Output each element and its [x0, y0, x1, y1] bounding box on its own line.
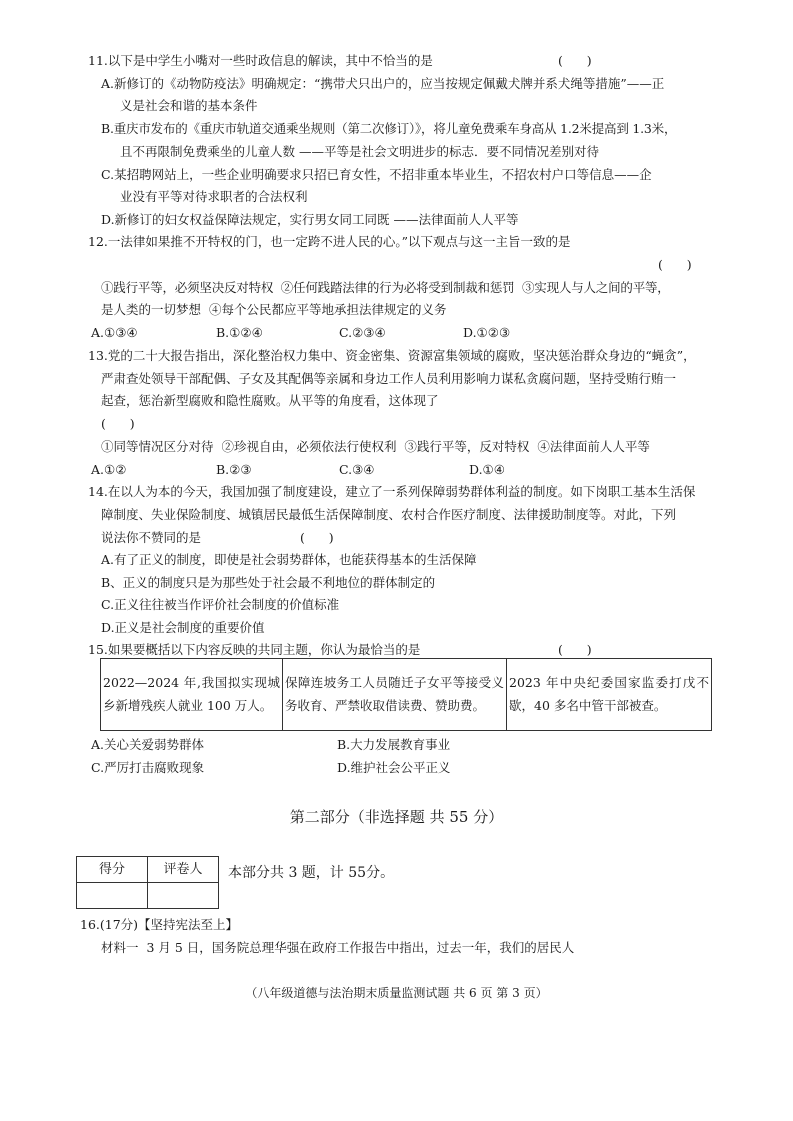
q13-choice-b: B.②③	[216, 462, 252, 477]
q11-option-a: A.新修订的《动物防疫法》明确规定：“携带犬只出户的，应当按规定佩戴犬牌并系犬绳等措施”——正	[101, 76, 665, 91]
q14-stem-cont-1: 障制度、失业保险制度、城镇居民最低生活保障制度、农村合作医疗制度、法律援助制度等。对此，下列	[101, 507, 677, 522]
q14-option-a: A.有了正义的制度，即使是社会弱势群体，也能获得基本的生活保障	[101, 552, 477, 567]
q14-answer-paren: ( )	[300, 530, 334, 545]
q11-option-b-cont: 且不再限制免费乘坐的儿童人数 ——平等是社会文明进步的标志．要不同情况差别对待	[120, 144, 599, 159]
page-footer: （八年级道德与法治期末质量监测试题 共 6 页 第 3 页）	[245, 986, 548, 1000]
score-header: 得分	[77, 857, 148, 883]
q13-stem-cont-1: 严肃查处领导干部配偶、子女及其配偶等亲属和身边工作人员利用影响力谋私贪腐问题，坚持受贿行贿一	[101, 371, 677, 386]
q11-option-c: C.某招聘网站上，一些企业明确要求只招已育女性，不招非重本毕业生，不招农村户口等信息——企	[101, 167, 652, 182]
q12-answer-paren: ( )	[658, 257, 692, 272]
q12-choice-b: B.①②④	[216, 325, 263, 340]
part2-title: 第二部分（非选择题 共 55 分）	[289, 808, 504, 826]
q14-option-b: B、正义的制度只是为那些处于社会最不利地位的群体制定的	[101, 575, 436, 590]
q15-option-a: A.关心关爱弱势群体	[91, 737, 205, 752]
q15-material-3: 2023 年中央纪委国家监委打戊不歇，40 多名中管干部被查。	[507, 659, 712, 731]
q14-stem: 14.在以人为本的今天，我国加强了制度建设，建立了一系列保障弱势群体利益的制度。如下岗职工基本生活保	[88, 484, 696, 499]
q11-option-c-cont: 业没有平等对待求职者的合法权利	[120, 189, 308, 204]
score-box	[76, 856, 219, 909]
q13-answer-paren: ( )	[101, 416, 135, 431]
q13-stem-cont-2: 起查，惩治新型腐败和隐性腐败。从平等的角度看，这体现了	[101, 393, 439, 408]
q12-choice-c: C.②③④	[339, 325, 386, 340]
q11-answer-paren: ( )	[558, 53, 592, 68]
q15-material-table	[100, 658, 712, 731]
q15-material-1: 2022—2024 年,我国拟实现城乡新增残疾人就业 100 万人。	[101, 659, 283, 731]
part2-note: 本部分共 3 题，计 55分。	[228, 865, 395, 881]
q16-stem: 16.(17分)【坚持宪法至上】	[80, 917, 239, 932]
q15-material-2: 保障连坡务工人员随迁子女平等接受义务收育、严禁收取借读费、赞助费。	[283, 659, 507, 731]
q12-choice-a: A.①③④	[91, 325, 138, 340]
q12-statements: ①践行平等，必须坚决反对特权 ②任何践踏法律的行为必将受到制裁和惩罚 ③实现人与人之间的平等，	[101, 280, 670, 295]
q11-option-d: D.新修订的妇女权益保障法规定，实行男女同工同既 ——法律面前人人平等	[101, 212, 519, 227]
q11-stem: 11.以下是中学生小嘴对一些时政信息的解读，其中不恰当的是	[88, 53, 433, 68]
q12-statements-cont: 是人类的一切梦想 ④每个公民都应平等地承担法律规定的义务	[101, 302, 447, 317]
q15-answer-paren: ( )	[558, 642, 592, 657]
grader-cell[interactable]	[148, 883, 219, 909]
q12-choice-d: D.①②③	[463, 325, 511, 340]
q14-option-d: D.正义是社会制度的重要价值	[101, 620, 265, 635]
q13-choice-d: D.①④	[469, 462, 505, 477]
q13-choice-a: A.①②	[91, 462, 127, 477]
q15-option-b: B.大力发展教育事业	[337, 737, 451, 752]
q14-option-c: C.正义往往被当作评价社会制度的价值标准	[101, 597, 340, 612]
q13-statements: ①同等情况区分对待 ②珍视自由，必须依法行使权利 ③践行平等，反对特权 ④法律面前人人平等	[101, 439, 650, 454]
q15-option-c: C.严厉打击腐败现象	[91, 760, 205, 775]
q15-stem: 15.如果要概括以下内容反映的共同主题，你认为最恰当的是	[88, 642, 421, 657]
q16-material-1: 材料一 3 月 5 日，国务院总理华强在政府工作报告中指出，过去一年，我们的居民人	[101, 940, 575, 955]
q15-option-d: D.维护社会公平正义	[337, 760, 451, 775]
q14-stem-cont-2: 说法你不赞同的是	[101, 530, 202, 545]
score-cell[interactable]	[77, 883, 148, 909]
q11-option-b: B.重庆市发布的《重庆市轨道交通乘坐规则（第二次修订）》，将儿童免费乘车身高从 1.2米提高到 1.3米，	[101, 121, 677, 136]
q12-stem: 12.一法律如果推不开特权的门，也一定跨不进人民的心。”以下观点与这一主旨一致的是	[88, 234, 571, 249]
q13-stem: 13.党的二十大报告指出，深化整治权力集中、资金密集、资源富集领域的腐败，坚决惩治群众身边的“蝇贪”，	[88, 348, 696, 363]
grader-header: 评卷人	[148, 857, 219, 883]
q13-choice-c: C.③④	[339, 462, 375, 477]
q11-option-a-cont: 义是社会和谐的基本条件	[120, 98, 258, 113]
